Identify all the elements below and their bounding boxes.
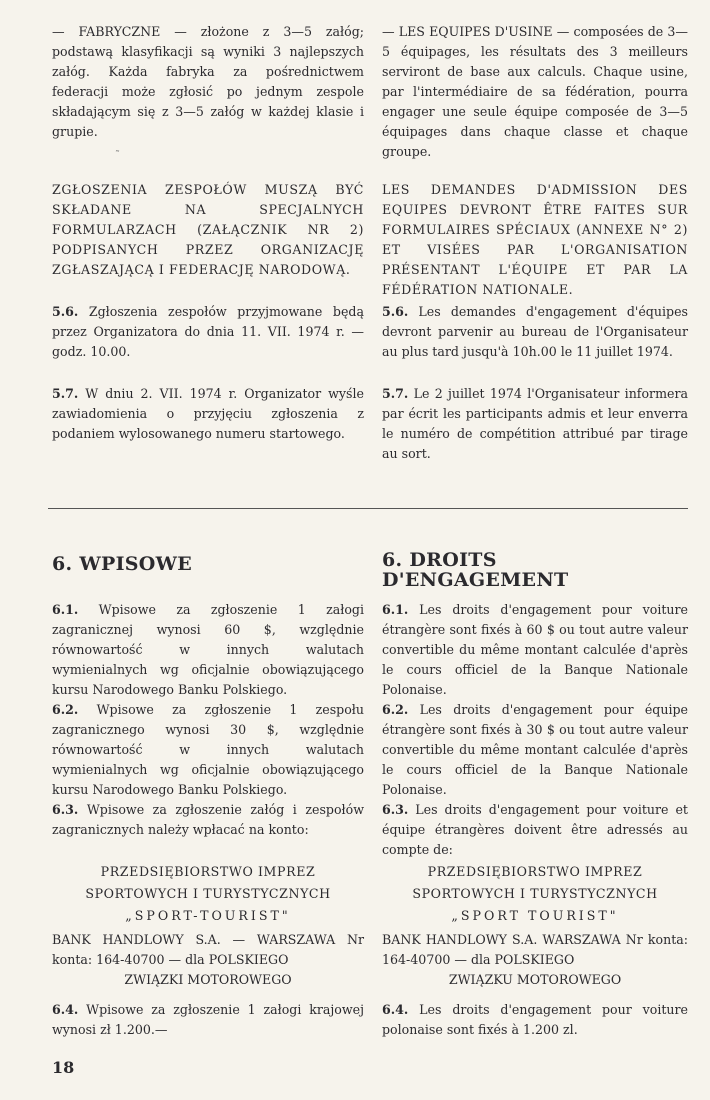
section-6-3 (382, 800, 688, 860)
bank-account-details: BANK HANDLOWY S.A. WARSZAWA Nr konta: 164-40700 — dla POLSKIEGO (382, 932, 688, 967)
recipient-name-line-2: SPORTOWYCH I TURYSTYCZNYCH (412, 886, 658, 901)
recipient-name-line-1: PRZEDSIĘBIORSTWO IMPREZ (427, 864, 643, 879)
section-6-heading: 6. DROITS D'ENGAGEMENT (382, 549, 569, 591)
team-entry-forms-notice: LES DEMANDES D'ADMISSION DES EQUIPES DEVRONT ÊTRE FAITES SUR FORMULAIRES SPÉCIAUX (ANNEXE N° 2) ET VISÉES PAR L'ORGANISATION PRÉSENTANT L'ÉQUIPE ET PAR LA FÉDÉRATION NATIONALE. (382, 182, 688, 297)
section-text: Les droits d'engagement pour voiture étrangère sont fixés à 60 $ ou tout autre valeur convertible du même montant calculée d'après le cours officiel de la Banque Nationale Polonaise. (382, 602, 688, 697)
section-number: 6.2. (52, 702, 79, 717)
section-5-7 (382, 384, 688, 464)
bank-account-holder: ZWIĄZKU MOTOROWEGO (448, 972, 622, 987)
section-6-3 (52, 800, 364, 840)
section-divider (48, 508, 688, 509)
section-number: 5.6. (382, 304, 409, 319)
section-number: 6.2. (382, 702, 409, 717)
section-6-4 (382, 1000, 688, 1040)
section-number: 6.3. (382, 802, 409, 817)
bank-account-holder: ZWIĄZKI MOTOROWEGO (124, 972, 292, 987)
section-6-heading: 6. WPISOWE (52, 553, 193, 575)
section-text: Le 2 juillet 1974 l'Organisateur informera par écrit les participants admis et leur enverra le numéro de compétition attribué par tirage au sort. (382, 386, 688, 461)
ink-mark: ˜ (115, 150, 120, 161)
factory-teams-paragraph: — FABRYCZNE — złożone z 3—5 załóg; podstawą klasyfikacji są wyniki 3 najlepszych załóg. Każda fabryka za pośrednictwem federacji może zgłosić po jednym zespole składającym się z 3—5 załóg w każdej klasie i grupie. (52, 24, 364, 139)
section-6-4 (52, 1000, 364, 1040)
section-number: 5.6. (52, 304, 79, 319)
section-6-2 (382, 700, 688, 800)
section-text: Zgłoszenia zespołów przyjmowane będą przez Organizatora do dnia 11. VII. 1974 r. — godz. 10.00. (52, 304, 364, 359)
section-text: Les demandes d'engagement d'équipes devront parvenir au bureau de l'Organisateur au plus tard jusqu'à 10h.00 le 11 juillet 1974. (382, 304, 688, 359)
section-number: 5.7. (382, 386, 409, 401)
section-number: 5.7. (52, 386, 79, 401)
section-5-6 (52, 302, 364, 362)
section-text: Les droits d'engagement pour voiture et équipe étrangères doivent être adressés au compte de: (382, 802, 688, 857)
section-5-6 (382, 302, 688, 362)
section-text: Wpisowe za zgłoszenie 1 załogi krajowej wynosi zł 1.200.— (52, 1002, 364, 1037)
section-number: 6.3. (52, 802, 79, 817)
team-entry-forms-notice: ZGŁOSZENIA ZESPOŁÓW MUSZĄ BYĆ SKŁADANE NA SPECJALNYCH FORMULARZACH (ZAŁĄCZNIK NR 2) PODPISANYCH PRZEZ ORGANIZACJĘ ZGŁASZAJĄCĄ I FEDERACJĘ NARODOWĄ. (52, 182, 364, 277)
section-number: 6.1. (382, 602, 409, 617)
section-number: 6.1. (52, 602, 79, 617)
recipient-name-line-2: SPORTOWYCH I TURYSTYCZNYCH (85, 886, 331, 901)
section-text: Wpisowe za zgłoszenie 1 zespołu zagranicznego wynosi 30 $, względnie równowartość w innych walutach wymienialnych wg oficjalnie obowiązującego kursu Narodowego Banku Polskiego. (52, 702, 365, 797)
bank-account-details: BANK HANDLOWY S.A. — WARSZAWA Nr konta: 164-40700 — dla POLSKIEGO (52, 932, 364, 967)
section-5-7 (52, 384, 364, 444)
section-6-1 (382, 600, 688, 700)
section-6-1 (52, 600, 364, 700)
recipient-name-line-3: „SPORT TOURIST" (451, 908, 619, 923)
recipient-name-line-1: PRZEDSIĘBIORSTWO IMPREZ (100, 864, 316, 879)
recipient-name-line-3: „SPORT-TOURIST" (125, 908, 291, 923)
section-number: 6.4. (382, 1002, 409, 1017)
section-number: 6.4. (52, 1002, 79, 1017)
section-text: Wpisowe za zgłoszenie 1 załogi zagranicznej wynosi 60 $, względnie równowartość w innych walutach wymienialnych wg oficjalnie obowiązującego kursu Narodowego Banku Polskiego. (52, 602, 364, 697)
section-text: Les droits d'engagement pour voiture polonaise sont fixés à 1.200 zl. (382, 1002, 688, 1037)
factory-teams-paragraph: — LES EQUIPES D'USINE — composées de 3—5 équipages, les résultats des 3 meilleurs serviront de base aux calculs. Chaque usine, par l'intermédiaire de sa fédération, pourra engager une seule équipe composée de 3—5 équipages dans chaque classe et chaque groupe. (382, 24, 688, 159)
section-text: W dniu 2. VII. 1974 r. Organizator wyśle zawiadomienia o przyjęciu zgłoszenia z podaniem wylosowanego numeru startowego. (52, 386, 364, 441)
section-text: Wpisowe za zgłoszenie załóg i zespołów zagranicznych należy wpłacać na konto: (52, 802, 365, 837)
section-text: Les droits d'engagement pour équipe étrangère sont fixés à 30 $ ou tout autre valeur convertible du même montant calculée d'après le cours officiel de la Banque Nationale Polonaise. (382, 702, 688, 797)
page-number: 18 (52, 1058, 75, 1077)
section-6-2 (52, 700, 364, 800)
